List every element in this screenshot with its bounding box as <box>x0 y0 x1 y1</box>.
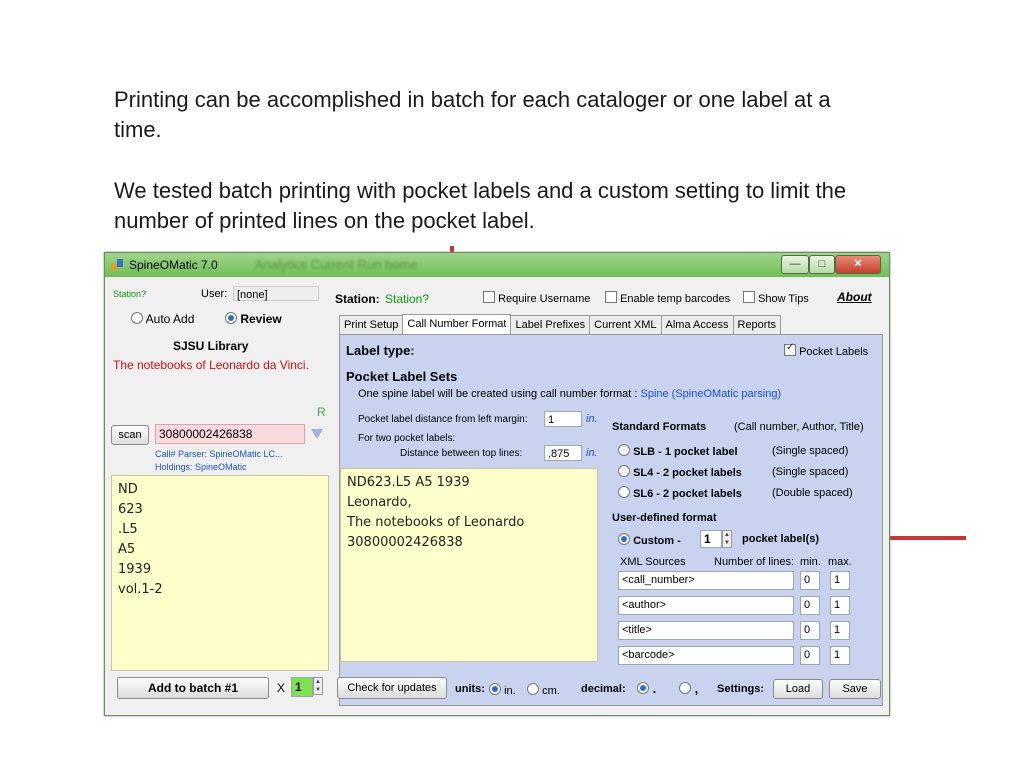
custom-count-spinner[interactable]: ▲ ▼ <box>722 530 732 548</box>
parser-link[interactable]: Call# Parser: SpineOMatic LC... <box>155 449 283 459</box>
xml-source-input[interactable]: <call_number> <box>618 571 794 590</box>
tab-print-setup[interactable]: Print Setup <box>339 315 403 334</box>
min-lines-input[interactable]: 0 <box>800 596 820 615</box>
station-label: Station: <box>335 292 380 306</box>
preview-line: ND623.L5 A5 1939 <box>347 475 470 490</box>
format-name: Spine (SpineOMatic parsing) <box>640 388 782 400</box>
load-button[interactable]: Load <box>773 679 823 699</box>
slide-paragraph-1: Printing can be accomplished in batch for each cataloger or one label at a time. <box>114 87 831 142</box>
unit-in-label-2: in. <box>586 447 598 459</box>
barcode-input[interactable]: 30800002426838 <box>155 424 305 444</box>
review-radio[interactable] <box>225 312 237 324</box>
book-title: The notebooks of Leonardo da Vinci. <box>113 358 309 372</box>
slb-note: (Single spaced) <box>772 445 849 457</box>
custom-option[interactable] <box>618 533 681 547</box>
min-lines-input[interactable]: 0 <box>800 621 820 640</box>
spine-line: A5 <box>118 542 136 557</box>
min-lines-input[interactable]: 0 <box>800 571 820 590</box>
units-in-radio[interactable] <box>489 683 501 695</box>
require-username-checkbox[interactable] <box>483 291 495 303</box>
user-defined-heading: User-defined format <box>612 512 717 524</box>
batch-count-spinner[interactable]: ▲ ▼ <box>313 677 323 695</box>
require-username-option[interactable] <box>483 291 590 305</box>
settings-label: Settings: <box>717 683 765 695</box>
sl4-label: SL4 - 2 pocket labels <box>633 467 742 479</box>
units-cm-option[interactable] <box>527 683 560 697</box>
sl6-note: (Double spaced) <box>772 487 853 499</box>
tab-reports[interactable]: Reports <box>733 315 782 334</box>
spineomatic-window <box>104 252 890 716</box>
preview-line: Leonardo, <box>347 495 412 510</box>
distance-left-label: Pocket label distance from left margin: <box>358 414 528 425</box>
app-icon <box>111 259 123 271</box>
add-to-batch-button[interactable]: Add to batch #1 <box>117 677 269 699</box>
number-of-lines-label: Number of lines: <box>714 556 795 568</box>
decimal-dot-label: . <box>652 681 657 696</box>
tab-call-number-format[interactable]: Call Number Format <box>402 314 511 335</box>
decimal-dot-option[interactable] <box>637 681 656 696</box>
title-bar <box>105 253 889 277</box>
scan-button[interactable]: scan <box>111 425 149 445</box>
right-pane <box>333 283 885 707</box>
r-marker: R <box>317 405 326 419</box>
xml-source-input[interactable]: <barcode> <box>618 646 794 665</box>
unit-in-label: in. <box>586 413 598 425</box>
auto-add-radio[interactable] <box>131 312 143 324</box>
preview-line: 30800002426838 <box>347 535 463 550</box>
between-lines-label: Distance between top lines: <box>400 448 523 459</box>
decimal-comma-option[interactable] <box>679 681 698 696</box>
tab-alma-access[interactable]: Alma Access <box>661 315 734 334</box>
check-updates-button[interactable]: Check for updates <box>337 677 447 699</box>
custom-label: Custom - <box>633 535 681 547</box>
spine-line: ND <box>118 482 138 497</box>
label-type-heading: Label type: <box>346 343 415 358</box>
batch-count-input[interactable]: 1 <box>291 677 313 697</box>
slide-paragraph-2: We tested batch printing with pocket labels and a custom setting to limit the number of printed lines on the pocket label. <box>114 178 847 233</box>
station-value: Station? <box>385 292 430 306</box>
user-label: User: <box>201 288 228 300</box>
tab-current-xml[interactable]: Current XML <box>589 315 661 334</box>
save-button[interactable]: Save <box>829 679 881 699</box>
library-name: SJSU Library <box>173 339 249 353</box>
sl4-radio[interactable] <box>618 465 630 477</box>
sl4-option[interactable] <box>618 465 742 479</box>
left-pane <box>111 283 331 707</box>
max-lines-input[interactable]: 1 <box>830 621 850 640</box>
slb-label: SLB - 1 pocket label <box>633 446 738 458</box>
show-tips-label: Show Tips <box>758 293 809 305</box>
about-link[interactable]: About <box>837 290 872 304</box>
max-lines-input[interactable]: 1 <box>830 596 850 615</box>
user-field[interactable]: [none] <box>233 286 319 301</box>
show-tips-checkbox[interactable] <box>743 291 755 303</box>
custom-radio[interactable] <box>618 533 630 545</box>
times-label: X <box>277 681 286 695</box>
units-cm-radio[interactable] <box>527 683 539 695</box>
pocket-labels-s-label: pocket label(s) <box>742 533 820 545</box>
enable-temp-option[interactable] <box>605 291 730 305</box>
auto-add-option[interactable] <box>131 312 194 326</box>
call-number-format-panel <box>339 334 883 706</box>
decimal-comma-radio[interactable] <box>679 682 691 694</box>
slb-option[interactable] <box>618 444 738 458</box>
between-lines-input[interactable]: .875 <box>544 445 582 461</box>
decimal-label: decimal: <box>581 683 626 695</box>
xml-source-input[interactable]: <title> <box>618 621 794 640</box>
one-spine-label: One spine label will be created using call number format : <box>358 388 638 400</box>
enable-temp-label: Enable temp barcodes <box>620 293 731 305</box>
slb-radio[interactable] <box>618 444 630 456</box>
close-button[interactable]: ✕ <box>835 255 881 274</box>
spine-line: 1939 <box>118 562 152 577</box>
maximize-button[interactable]: □ <box>809 255 835 274</box>
window-title: SpineOMatic 7.0 <box>129 258 218 272</box>
min-lines-input[interactable]: 0 <box>800 646 820 665</box>
pocket-labels-checkbox[interactable] <box>784 344 796 356</box>
auto-add-label: Auto Add <box>145 312 195 326</box>
tab-label-prefixes[interactable]: Label Prefixes <box>510 315 590 334</box>
show-tips-option[interactable] <box>743 291 809 305</box>
units-label: units: <box>455 683 485 695</box>
for-two-label: For two pocket labels: <box>358 433 456 444</box>
pocket-label-preview <box>340 468 598 662</box>
station-small-label: Station? <box>113 289 147 299</box>
custom-count-input[interactable]: 1 <box>700 530 722 548</box>
units-cm-label: cm. <box>542 685 560 697</box>
review-label: Review <box>240 312 282 326</box>
enable-temp-checkbox[interactable] <box>605 291 617 303</box>
min-label: min. <box>800 556 821 568</box>
pocket-labels-option[interactable] <box>784 344 868 358</box>
standard-formats-heading: Standard Formats <box>612 421 707 433</box>
standard-formats-note: (Call number, Author, Title) <box>734 421 864 433</box>
spine-line: vol.1-2 <box>118 582 163 597</box>
preview-line: The notebooks of Leonardo <box>347 515 525 530</box>
holdings-link[interactable]: Holdings: SpineOMatic <box>155 462 247 472</box>
decimal-dot-radio[interactable] <box>637 682 649 694</box>
review-option[interactable] <box>225 312 282 326</box>
sl6-option[interactable] <box>618 486 742 500</box>
sl6-radio[interactable] <box>618 486 630 498</box>
sl4-note: (Single spaced) <box>772 466 849 478</box>
max-lines-input[interactable]: 1 <box>830 646 850 665</box>
blurred-taskbar-text: Analytics Current Run home <box>255 257 418 272</box>
max-label: max. <box>828 556 852 568</box>
decimal-comma-label: , <box>694 681 699 696</box>
spine-line: 623 <box>118 502 143 517</box>
spine-line: .L5 <box>118 522 138 537</box>
sl6-label: SL6 - 2 pocket labels <box>633 488 742 500</box>
tab-bar <box>339 313 780 333</box>
dropdown-arrow-icon[interactable] <box>311 429 323 439</box>
pocket-labels-label: Pocket Labels <box>799 346 869 358</box>
xml-sources-label: XML Sources <box>620 556 686 568</box>
pocket-sets-heading: Pocket Label Sets <box>346 369 458 384</box>
max-lines-input[interactable]: 1 <box>830 571 850 590</box>
units-in-label: in. <box>504 685 516 697</box>
one-spine-text <box>358 388 781 400</box>
spine-preview <box>111 475 329 671</box>
distance-left-input[interactable]: 1 <box>544 411 582 427</box>
xml-source-input[interactable]: <author> <box>618 596 794 615</box>
require-username-label: Require Username <box>498 293 591 305</box>
minimize-button[interactable]: — <box>781 255 809 274</box>
units-in-option[interactable] <box>489 683 516 697</box>
